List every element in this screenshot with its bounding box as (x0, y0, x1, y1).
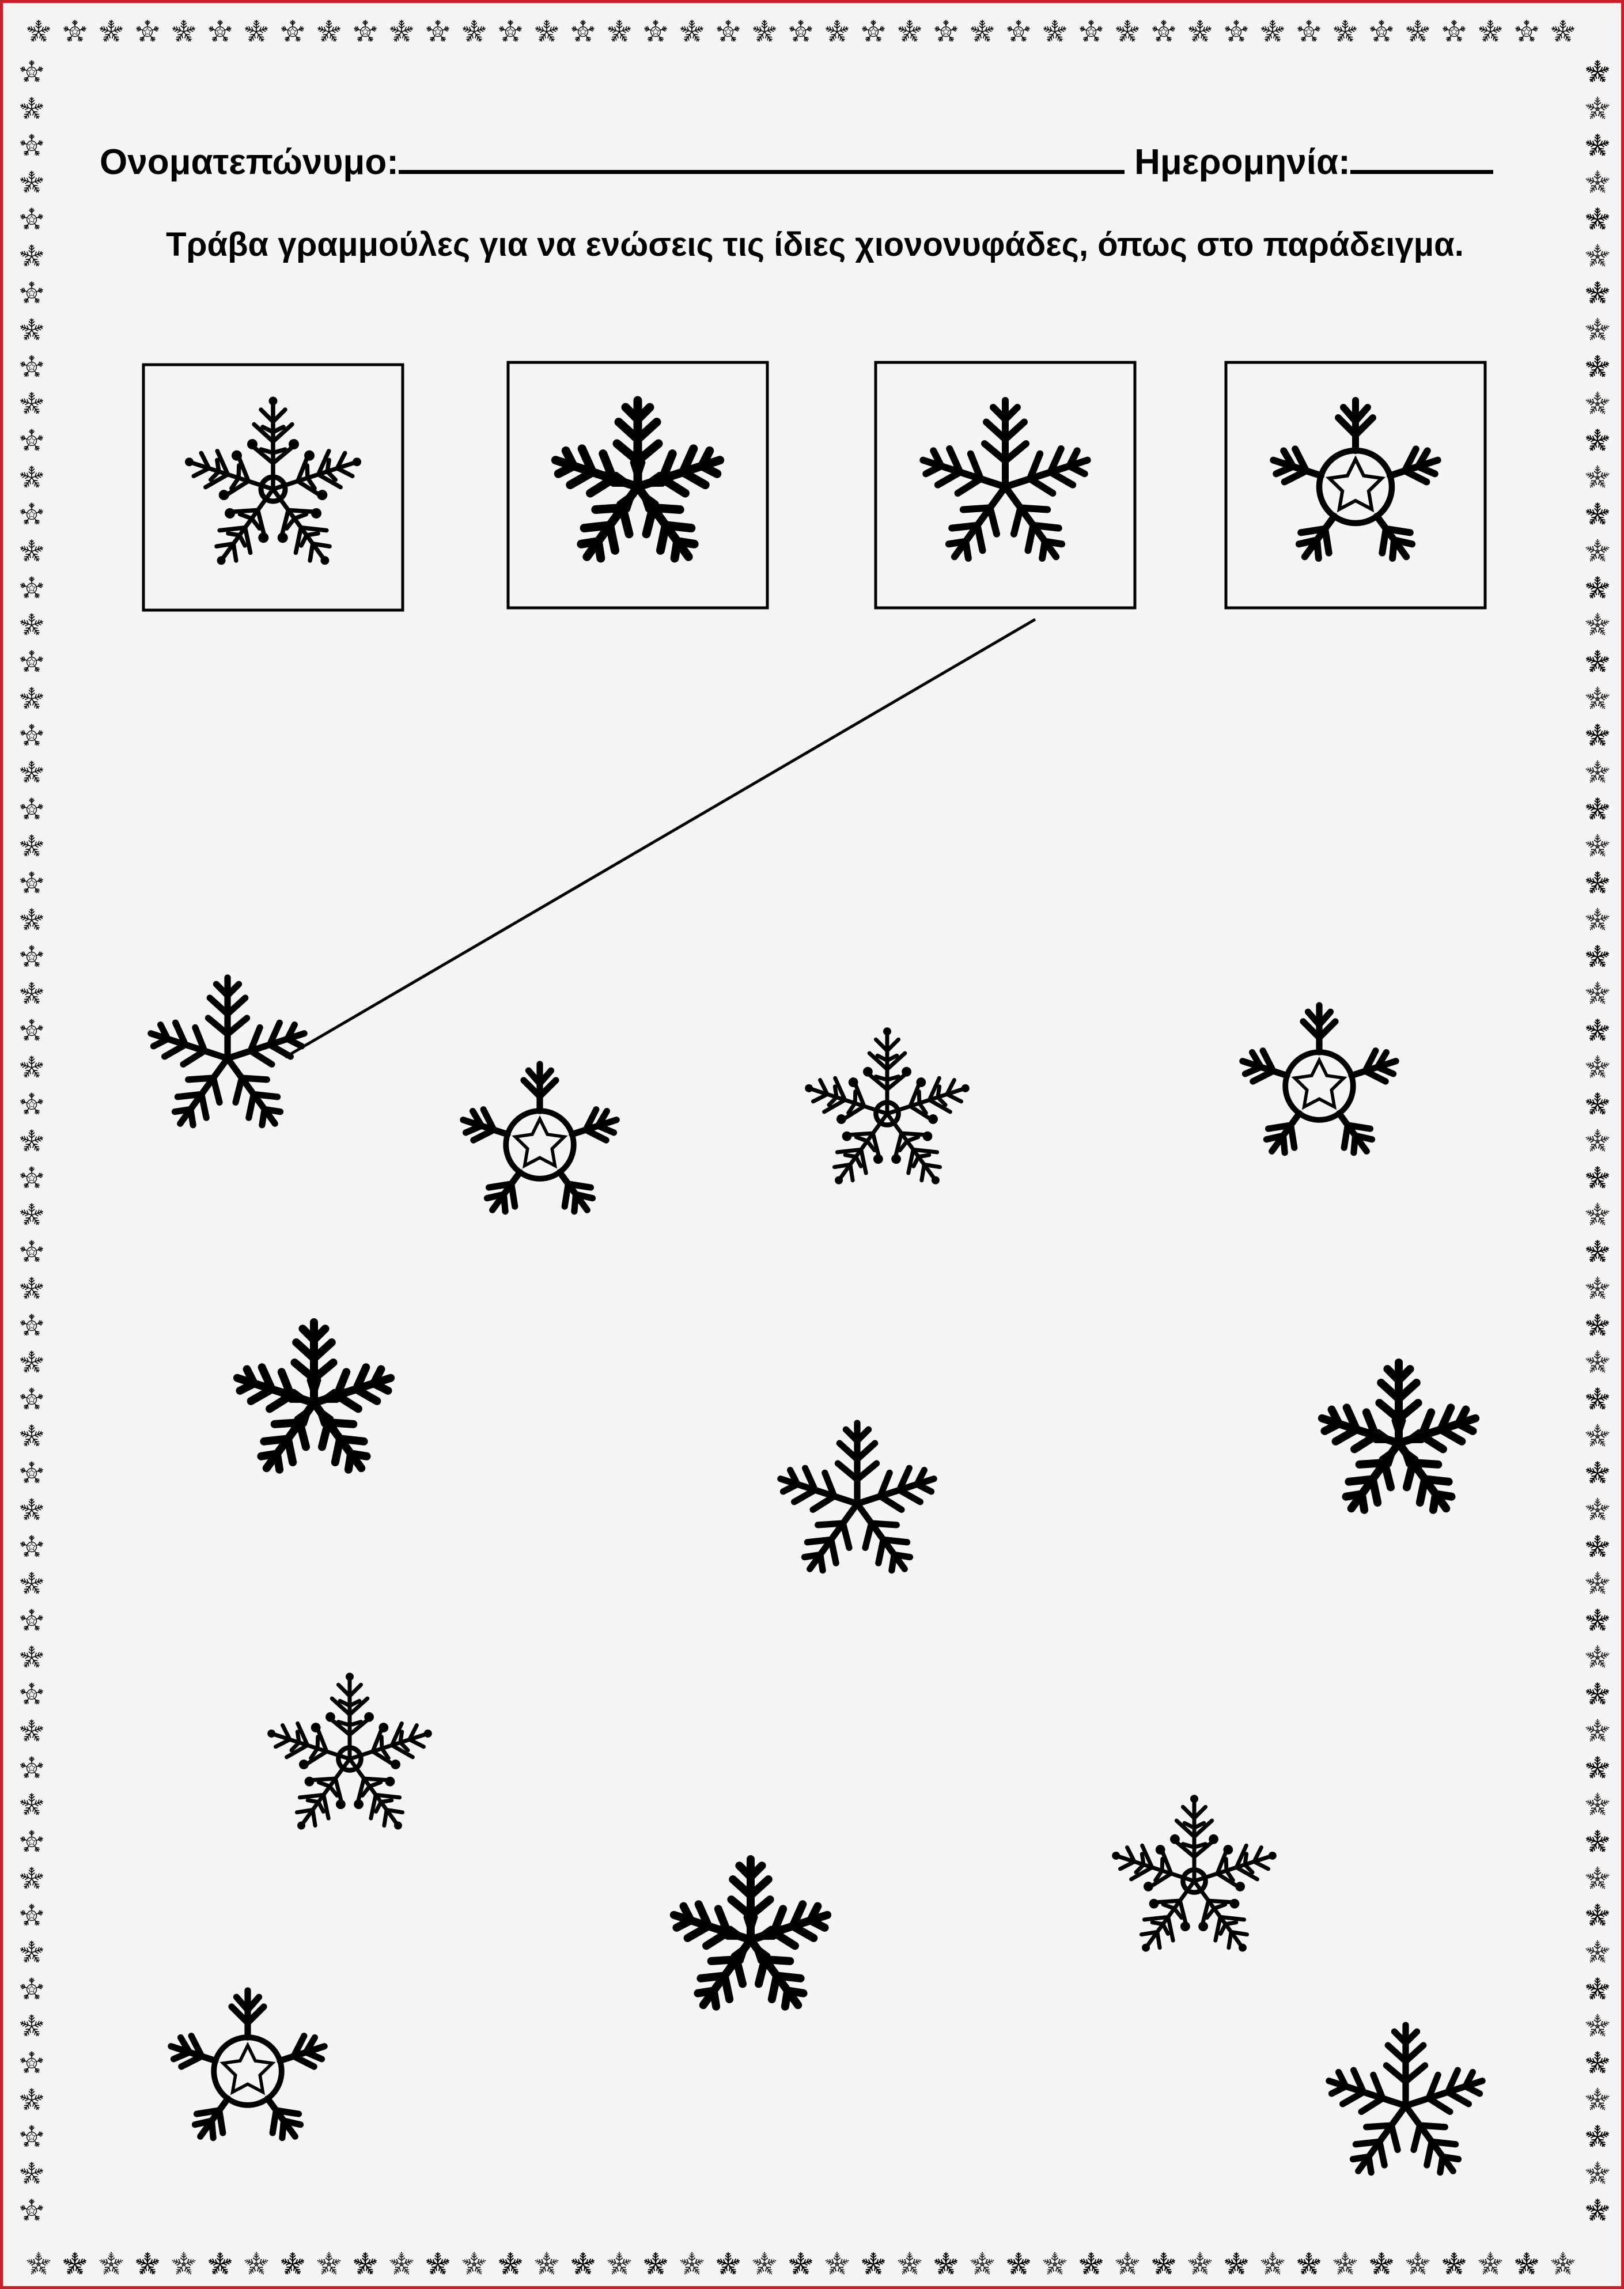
bold-snowflake-icon[interactable] (1316, 1363, 1481, 1520)
border-snowflake-icon[interactable] (716, 2253, 740, 2275)
worksheet-artwork (3, 3, 1624, 2289)
border-snowflake-icon[interactable] (1007, 20, 1031, 43)
name-date-line (100, 138, 1493, 183)
border-snowflake-icon[interactable] (20, 1277, 43, 1300)
border-snowflake-icon[interactable] (20, 798, 44, 820)
border-snowflake-icon[interactable] (20, 2015, 43, 2037)
border-snowflake-icon[interactable] (1332, 2252, 1358, 2276)
border-snowflake-icon[interactable] (970, 20, 994, 43)
border-snowflake-icon[interactable] (20, 1867, 43, 1890)
border-snowflake-icon[interactable] (607, 2252, 632, 2276)
border-snowflake-icon[interactable] (1585, 724, 1609, 747)
border-snowflake-icon[interactable] (1550, 2252, 1576, 2276)
border-snowflake-icon[interactable] (20, 1535, 44, 1558)
border-snowflake-icon[interactable] (20, 577, 44, 599)
border-snowflake-icon[interactable] (171, 2252, 196, 2276)
border-snowflake-icon[interactable] (353, 2253, 377, 2275)
border-snowflake-icon[interactable] (20, 761, 43, 784)
border-snowflake-icon[interactable] (1188, 20, 1212, 43)
border-snowflake-icon[interactable] (1585, 282, 1609, 304)
border-snowflake-icon[interactable] (20, 1425, 43, 1447)
border-snowflake-icon[interactable] (1585, 171, 1610, 195)
border-snowflake-icon[interactable] (1585, 687, 1610, 711)
border-snowflake-icon[interactable] (20, 1130, 43, 1152)
border-snowflake-icon[interactable] (20, 1351, 43, 1374)
dotted-snowflake-icon[interactable] (1105, 1795, 1284, 1965)
border-snowflake-icon[interactable] (136, 20, 160, 43)
border-snowflake-icon[interactable] (20, 650, 44, 673)
date-label: Ημερομηνία: (1134, 142, 1350, 182)
border-snowflake-icon[interactable] (1585, 1757, 1609, 1779)
border-snowflake-icon[interactable] (26, 2252, 51, 2276)
border-snowflake-icon[interactable] (1585, 1462, 1609, 1484)
border-snowflake-icon[interactable] (643, 2253, 667, 2275)
border-snowflake-icon[interactable] (20, 1093, 44, 1115)
border-snowflake-icon[interactable] (20, 1720, 43, 1742)
border-snowflake-icon[interactable] (1585, 1498, 1610, 1522)
border-snowflake-icon[interactable] (281, 2253, 304, 2275)
border-snowflake-icon[interactable] (20, 614, 43, 636)
border-snowflake-icon[interactable] (1585, 1793, 1610, 1817)
border-snowflake-icon[interactable] (897, 2252, 922, 2276)
border-snowflake-icon[interactable] (1585, 2088, 1610, 2112)
border-snowflake-icon[interactable] (1585, 503, 1609, 525)
bold-snowflake-icon[interactable] (549, 400, 726, 569)
border-snowflake-icon[interactable] (1152, 2253, 1175, 2275)
border-snowflake-icon[interactable] (1585, 650, 1609, 673)
border-snowflake-icon[interactable] (680, 20, 703, 43)
border-snowflake-icon[interactable] (535, 20, 558, 43)
border-snowflake-icon[interactable] (717, 20, 740, 43)
border-snowflake-icon[interactable] (208, 2253, 232, 2275)
border-snowflake-icon[interactable] (1585, 1609, 1609, 1632)
border-snowflake-icon[interactable] (281, 20, 305, 43)
border-snowflake-icon[interactable] (1585, 872, 1609, 894)
border-snowflake-icon[interactable] (20, 134, 44, 157)
border-snowflake-icon[interactable] (20, 687, 43, 710)
border-snowflake-icon[interactable] (1006, 2253, 1030, 2275)
border-snowflake-icon[interactable] (1043, 20, 1066, 43)
border-snowflake-icon[interactable] (63, 2253, 86, 2275)
border-snowflake-icon[interactable] (209, 20, 232, 43)
border-snowflake-icon[interactable] (1260, 20, 1284, 43)
border-snowflake-icon[interactable] (1585, 1129, 1610, 1153)
border-snowflake-icon[interactable] (1585, 945, 1609, 968)
border-snowflake-icon[interactable] (1585, 1683, 1609, 1705)
border-snowflake-icon[interactable] (1585, 1019, 1609, 1042)
border-snowflake-icon[interactable] (20, 429, 44, 452)
scattered-snowflakes (145, 978, 1488, 2182)
border-snowflake-icon[interactable] (1585, 466, 1610, 490)
border-snowflake-icon[interactable] (1405, 2252, 1430, 2276)
border-snowflake-icon[interactable] (1585, 798, 1609, 820)
border-snowflake-icon[interactable] (1585, 1904, 1609, 1927)
border-snowflake-icon[interactable] (20, 1794, 43, 1816)
border-snowflake-icon[interactable] (571, 2253, 595, 2275)
border-snowflake-icon[interactable] (1585, 1350, 1610, 1375)
border-snowflake-icon[interactable] (20, 982, 43, 1005)
border-snowflake-icon[interactable] (1585, 1572, 1610, 1596)
border-snowflake-icon[interactable] (389, 2252, 414, 2276)
bold-snowflake-icon[interactable] (231, 1322, 396, 1480)
dotted-snowflake-icon[interactable] (260, 1673, 440, 1843)
border-snowflake-icon[interactable] (1585, 1277, 1610, 1301)
border-snowflake-icon[interactable] (861, 2253, 885, 2275)
border-snowflake-icon[interactable] (1585, 2014, 1610, 2038)
border-snowflake-icon[interactable] (1297, 2253, 1320, 2275)
border-snowflake-icon[interactable] (607, 20, 631, 43)
border-snowflake-icon[interactable] (1585, 1424, 1610, 1448)
border-snowflake-icon[interactable] (354, 20, 377, 43)
border-snowflake-icon[interactable] (679, 2252, 705, 2276)
instruction-text: Τράβα γραμμούλες για να ενώσεις τις ίδιες χιονονυφάδες, όπως στο παράδειγμα. (166, 226, 1464, 263)
border-snowflake-icon[interactable] (20, 171, 43, 194)
border-snowflake-icon[interactable] (970, 2252, 995, 2276)
border-snowflake-icon[interactable] (498, 2253, 522, 2275)
border-snowflake-icon[interactable] (1585, 2125, 1609, 2148)
border-snowflake-icon[interactable] (1551, 20, 1574, 43)
border-snowflake-icon[interactable] (1297, 20, 1321, 43)
border-snowflake-icon[interactable] (934, 20, 958, 43)
border-snowflake-icon[interactable] (1260, 2252, 1285, 2276)
border-snowflake-icon[interactable] (1585, 908, 1610, 932)
border-snowflake-icon[interactable] (20, 2125, 44, 2148)
border-snowflake-icon[interactable] (1585, 1867, 1610, 1891)
border-snowflake-icon[interactable] (1369, 2253, 1393, 2275)
border-snowflake-icon[interactable] (20, 97, 43, 120)
border-snowflake-icon[interactable] (1585, 392, 1610, 416)
thin-snowflake-icon[interactable] (917, 400, 1094, 569)
border-snowflake-icon[interactable] (27, 20, 50, 43)
border-snowflake-icon[interactable] (1585, 1535, 1609, 1558)
ring-snowflake-icon[interactable] (166, 1991, 330, 2146)
border-snowflake-icon[interactable] (1406, 20, 1429, 43)
border-snowflake-icon[interactable] (20, 1019, 44, 1042)
border-snowflake-icon[interactable] (426, 2253, 449, 2275)
border-snowflake-icon[interactable] (1585, 982, 1610, 1006)
border-snowflake-icon[interactable] (20, 1830, 44, 1853)
border-snowflake-icon[interactable] (20, 1056, 43, 1079)
border-snowflake-icon[interactable] (244, 20, 268, 43)
border-snowflake-icon[interactable] (499, 20, 523, 43)
border-snowflake-icon[interactable] (20, 540, 43, 562)
thin-snowflake-icon[interactable] (145, 978, 310, 1135)
border-snowflake-icon[interactable] (20, 60, 44, 83)
border-snowflake-icon[interactable] (1115, 2252, 1140, 2276)
border-snowflake-icon[interactable] (20, 2052, 44, 2074)
border-snowflake-icon[interactable] (1585, 1093, 1609, 1115)
border-snowflake-icon[interactable] (1443, 20, 1466, 43)
border-snowflake-icon[interactable] (934, 2253, 957, 2275)
border-snowflake-icon[interactable] (789, 20, 813, 43)
border-snowflake-icon[interactable] (1585, 1645, 1610, 1670)
border-snowflake-icon[interactable] (99, 20, 123, 43)
border-snowflake-icon[interactable] (1585, 761, 1610, 785)
border-snowflake-icon[interactable] (244, 2252, 269, 2276)
border-snowflake-icon[interactable] (1442, 2253, 1466, 2275)
ring-snowflake-icon[interactable] (1237, 1005, 1401, 1161)
border-snowflake-icon[interactable] (63, 20, 87, 43)
border-snowflake-icon[interactable] (20, 835, 43, 857)
border-snowflake-icon[interactable] (898, 20, 921, 43)
border-snowflake-icon[interactable] (1585, 1940, 1610, 1965)
border-snowflake-icon[interactable] (462, 20, 486, 43)
thin-snowflake-icon[interactable] (1323, 2025, 1488, 2182)
ring-snowflake-icon[interactable] (1268, 400, 1443, 567)
border-snowflake-icon[interactable] (20, 909, 43, 931)
border-snowflake-icon[interactable] (20, 319, 43, 341)
border-snowflake-icon[interactable] (99, 2252, 124, 2276)
border-snowflake-icon[interactable] (1585, 1167, 1609, 1189)
border-snowflake-icon[interactable] (1152, 20, 1176, 43)
border-snowflake-icon[interactable] (862, 20, 885, 43)
border-snowflake-icon[interactable] (1585, 2199, 1609, 2222)
border-snowflake-icon[interactable] (1585, 2052, 1609, 2074)
border-snowflake-icon[interactable] (571, 20, 595, 43)
border-snowflake-icon[interactable] (20, 1609, 44, 1632)
border-snowflake-icon[interactable] (1042, 2252, 1067, 2276)
dotted-snowflake-icon[interactable] (798, 1027, 977, 1198)
border-snowflake-icon[interactable] (1080, 20, 1103, 43)
border-snowflake-icon[interactable] (20, 2199, 44, 2222)
border-snowflake-icon[interactable] (1585, 1314, 1609, 1337)
border-snowflake-icon[interactable] (752, 20, 776, 43)
border-snowflake-icon[interactable] (1585, 1719, 1610, 1743)
border-snowflake-icon[interactable] (20, 872, 44, 894)
border-snowflake-icon[interactable] (317, 20, 340, 43)
border-snowflake-icon[interactable] (1585, 429, 1609, 452)
border-snowflake-icon[interactable] (20, 1572, 43, 1595)
example-line (285, 619, 1035, 1057)
border-snowflake-icon[interactable] (20, 2089, 43, 2111)
reference-boxes (143, 362, 1485, 610)
border-snowflake-icon[interactable] (534, 2252, 559, 2276)
name-label: Ονοματεπώνυμο: (100, 142, 399, 182)
border-snowflake-icon[interactable] (1224, 2253, 1248, 2275)
border-snowflake-icon[interactable] (20, 1314, 44, 1337)
border-snowflake-icon[interactable] (20, 1683, 44, 1705)
border-snowflake-icon[interactable] (1115, 20, 1139, 43)
border-snowflake-icon[interactable] (20, 355, 44, 378)
border-snowflake-icon[interactable] (825, 20, 849, 43)
border-snowflake-icon[interactable] (1478, 2252, 1503, 2276)
border-snowflake-icon[interactable] (20, 1941, 43, 1963)
border-snowflake-icon[interactable] (1585, 539, 1610, 563)
border-snowflake-icon[interactable] (1585, 318, 1610, 342)
border-snowflake-icon[interactable] (1585, 1203, 1610, 1227)
border-snowflake-icon[interactable] (461, 2252, 487, 2276)
ring-snowflake-icon[interactable] (458, 1064, 622, 1220)
border-snowflake-icon[interactable] (1585, 2162, 1610, 2186)
border-snowflake-icon[interactable] (20, 1240, 44, 1263)
border-snowflake-icon[interactable] (1515, 2253, 1538, 2275)
border-snowflake-icon[interactable] (389, 20, 413, 43)
dotted-snowflake-icon[interactable] (177, 397, 369, 580)
border-snowflake-icon[interactable] (20, 282, 44, 304)
border-snowflake-icon[interactable] (20, 1167, 44, 1189)
thin-snowflake-icon[interactable] (774, 1423, 940, 1580)
border-snowflake-icon[interactable] (172, 20, 195, 43)
bold-snowflake-icon[interactable] (668, 1859, 833, 2016)
border-snowflake-icon[interactable] (20, 1462, 44, 1484)
border-snowflake-icon[interactable] (135, 2253, 159, 2275)
border-snowflake-icon[interactable] (1585, 1978, 1609, 2000)
border-snowflake-icon[interactable] (1478, 20, 1502, 43)
border-snowflake-icon[interactable] (644, 20, 668, 43)
border-snowflake-icon[interactable] (20, 392, 43, 415)
border-snowflake-icon[interactable] (20, 1499, 43, 1521)
border-snowflake-icon[interactable] (20, 1388, 44, 1410)
border-snowflake-icon[interactable] (20, 1978, 44, 2000)
border-snowflake-icon[interactable] (752, 2252, 777, 2276)
border-snowflake-icon[interactable] (1585, 60, 1609, 83)
border-snowflake-icon[interactable] (20, 724, 44, 747)
border-snowflake-icon[interactable] (1585, 97, 1610, 121)
border-snowflake-icon[interactable] (1585, 1388, 1609, 1410)
border-snowflake-icon[interactable] (20, 2162, 43, 2185)
border-snowflake-icon[interactable] (1079, 2253, 1103, 2275)
border-snowflake-icon[interactable] (20, 1646, 43, 1668)
border-snowflake-icon[interactable] (1515, 20, 1539, 43)
date-blank[interactable] (1350, 138, 1493, 174)
border-snowflake-icon[interactable] (1370, 20, 1394, 43)
border-snowflake-icon[interactable] (1333, 20, 1357, 43)
border-snowflake-icon[interactable] (1585, 134, 1609, 157)
border-snowflake-icon[interactable] (824, 2252, 850, 2276)
border-snowflake-icon[interactable] (20, 1757, 44, 1779)
example-connecting-line (285, 619, 1035, 1057)
border-snowflake-icon[interactable] (1187, 2252, 1213, 2276)
border-snowflake-icon[interactable] (20, 1904, 44, 1927)
border-snowflake-icon[interactable] (20, 503, 44, 525)
name-blank[interactable] (399, 138, 1125, 174)
border-snowflake-icon[interactable] (20, 466, 43, 489)
border-snowflake-icon[interactable] (1585, 1055, 1610, 1080)
border-snowflake-icon[interactable] (1585, 355, 1609, 378)
border-snowflake-icon[interactable] (1585, 834, 1610, 858)
border-snowflake-icon[interactable] (20, 1204, 43, 1226)
border-snowflake-icon[interactable] (1585, 613, 1610, 637)
border-snowflake-icon[interactable] (1225, 20, 1248, 43)
border-snowflake-icon[interactable] (1585, 1240, 1609, 1263)
border-snowflake-icon[interactable] (789, 2253, 812, 2275)
border-snowflake-icon[interactable] (1585, 1830, 1609, 1853)
border-snowflake-icon[interactable] (316, 2252, 342, 2276)
border-snowflake-icon[interactable] (1585, 577, 1609, 599)
border-snowflake-icon[interactable] (20, 945, 44, 968)
border-snowflake-icon[interactable] (426, 20, 450, 43)
